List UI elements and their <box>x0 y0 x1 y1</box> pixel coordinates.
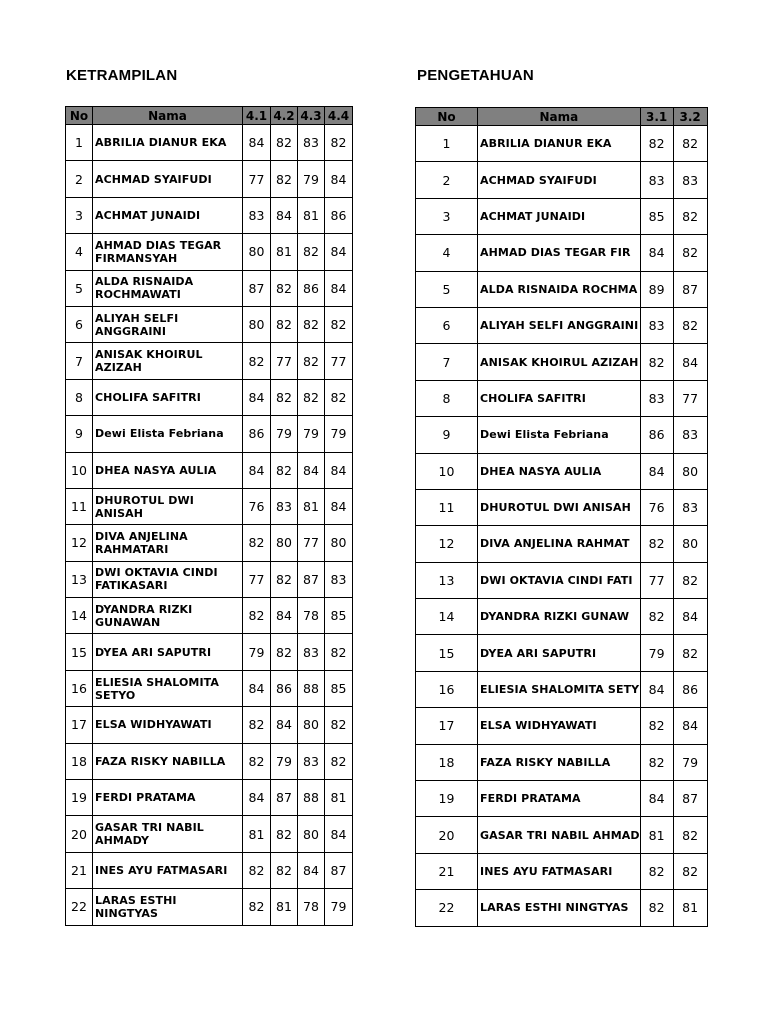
score-cell: 82 <box>325 379 353 415</box>
student-name: LARAS ESTHI NINGTYAS <box>93 889 243 925</box>
student-name: FAZA RISKY NABILLA <box>93 743 243 779</box>
score-cell: 82 <box>271 561 298 597</box>
student-name: Dewi Elista Febriana <box>93 416 243 452</box>
row-number: 21 <box>416 853 478 889</box>
column-header: 4.2 <box>271 107 298 125</box>
table-row <box>416 890 708 926</box>
table-row <box>416 744 708 780</box>
student-name: DIVA ANJELINA RAHMATARI <box>93 525 243 561</box>
score-cell: 82 <box>243 525 271 561</box>
column-header: 4.3 <box>298 107 325 125</box>
score-cell: 84 <box>243 125 271 161</box>
table-row <box>66 416 353 452</box>
student-name: DHUROTUL DWI ANISAH <box>478 489 641 525</box>
student-name: ABRILIA DIANUR EKA <box>478 126 641 162</box>
column-header: No <box>416 108 478 126</box>
score-cell: 86 <box>640 417 673 453</box>
table-row <box>416 708 708 744</box>
score-cell: 80 <box>673 526 707 562</box>
score-cell: 82 <box>640 126 673 162</box>
score-cell: 84 <box>325 161 353 197</box>
score-cell: 82 <box>271 379 298 415</box>
student-name: FERDI PRATAMA <box>93 780 243 816</box>
score-cell: 84 <box>640 671 673 707</box>
row-number: 5 <box>416 271 478 307</box>
row-number: 17 <box>416 708 478 744</box>
score-cell: 82 <box>271 452 298 488</box>
row-number: 8 <box>66 379 93 415</box>
row-number: 1 <box>66 125 93 161</box>
table-row <box>66 343 353 379</box>
row-number: 4 <box>66 234 93 270</box>
row-number: 9 <box>416 417 478 453</box>
row-number: 14 <box>416 599 478 635</box>
row-number: 15 <box>66 634 93 670</box>
score-cell: 82 <box>640 744 673 780</box>
score-cell: 82 <box>640 599 673 635</box>
row-number: 19 <box>416 781 478 817</box>
row-number: 8 <box>416 380 478 416</box>
table-row <box>66 125 353 161</box>
score-cell: 82 <box>271 306 298 342</box>
score-cell: 82 <box>673 853 707 889</box>
table-row <box>66 197 353 233</box>
score-cell: 84 <box>325 488 353 524</box>
score-cell: 84 <box>640 453 673 489</box>
row-number: 12 <box>66 525 93 561</box>
row-number: 6 <box>416 307 478 343</box>
score-cell: 76 <box>640 489 673 525</box>
score-cell: 82 <box>271 161 298 197</box>
table-row <box>66 525 353 561</box>
score-cell: 83 <box>298 125 325 161</box>
score-cell: 87 <box>271 780 298 816</box>
score-cell: 87 <box>673 271 707 307</box>
table-row <box>416 635 708 671</box>
score-cell: 88 <box>298 670 325 706</box>
table-row <box>416 562 708 598</box>
pengetahuan-table <box>415 107 708 927</box>
student-name: DYEA ARI SAPUTRI <box>93 634 243 670</box>
student-name: DHUROTUL DWI ANISAH <box>93 488 243 524</box>
table-row <box>66 816 353 852</box>
row-number: 12 <box>416 526 478 562</box>
student-name: ELIESIA SHALOMITA SETY <box>478 671 641 707</box>
score-cell: 82 <box>243 343 271 379</box>
student-name: LARAS ESTHI NINGTYAS <box>478 890 641 926</box>
score-cell: 84 <box>271 707 298 743</box>
score-cell: 82 <box>243 889 271 925</box>
table-row <box>66 561 353 597</box>
table-row <box>416 344 708 380</box>
score-cell: 87 <box>325 852 353 888</box>
score-cell: 85 <box>640 198 673 234</box>
student-name: DYEA ARI SAPUTRI <box>478 635 641 671</box>
score-cell: 82 <box>271 816 298 852</box>
score-cell: 84 <box>673 708 707 744</box>
score-cell: 79 <box>640 635 673 671</box>
score-cell: 79 <box>325 889 353 925</box>
student-name: AHMAD DIAS TEGAR FIRMANSYAH <box>93 234 243 270</box>
student-name: INES AYU FATMASARI <box>478 853 641 889</box>
table-row <box>416 162 708 198</box>
score-cell: 79 <box>673 744 707 780</box>
row-number: 15 <box>416 635 478 671</box>
table-row <box>416 235 708 271</box>
table-row <box>66 598 353 634</box>
score-cell: 80 <box>243 234 271 270</box>
score-cell: 84 <box>243 379 271 415</box>
score-cell: 79 <box>271 743 298 779</box>
score-cell: 84 <box>640 235 673 271</box>
score-cell: 82 <box>243 743 271 779</box>
score-cell: 77 <box>271 343 298 379</box>
score-cell: 84 <box>271 197 298 233</box>
score-cell: 82 <box>243 598 271 634</box>
score-cell: 82 <box>640 344 673 380</box>
student-name: ALIYAH SELFI ANGGRAINI <box>93 306 243 342</box>
row-number: 14 <box>66 598 93 634</box>
row-number: 2 <box>416 162 478 198</box>
score-cell: 79 <box>271 416 298 452</box>
pengetahuan-table-body <box>416 126 708 927</box>
score-cell: 82 <box>243 852 271 888</box>
student-name: ANISAK KHOIRUL AZIZAH <box>478 344 641 380</box>
score-cell: 86 <box>271 670 298 706</box>
student-name: INES AYU FATMASARI <box>93 852 243 888</box>
score-cell: 86 <box>298 270 325 306</box>
row-number: 18 <box>416 744 478 780</box>
score-cell: 82 <box>298 379 325 415</box>
student-name: FERDI PRATAMA <box>478 781 641 817</box>
row-number: 17 <box>66 707 93 743</box>
table-row <box>66 379 353 415</box>
student-name: DIVA ANJELINA RAHMAT <box>478 526 641 562</box>
row-number: 10 <box>66 452 93 488</box>
student-name: DHEA NASYA AULIA <box>93 452 243 488</box>
score-cell: 87 <box>243 270 271 306</box>
score-cell: 83 <box>673 417 707 453</box>
table-row <box>66 634 353 670</box>
table-row <box>416 453 708 489</box>
row-number: 3 <box>416 198 478 234</box>
score-cell: 82 <box>673 562 707 598</box>
student-name: DYANDRA RIZKI GUNAW <box>478 599 641 635</box>
score-cell: 84 <box>243 452 271 488</box>
column-header: No <box>66 107 93 125</box>
student-name: DYANDRA RIZKI GUNAWAN <box>93 598 243 634</box>
score-cell: 82 <box>673 198 707 234</box>
table-row <box>416 817 708 853</box>
table-row <box>66 270 353 306</box>
table-row <box>66 743 353 779</box>
column-header: Nama <box>93 107 243 125</box>
score-cell: 79 <box>298 416 325 452</box>
score-cell: 80 <box>243 306 271 342</box>
row-number: 11 <box>416 489 478 525</box>
row-number: 16 <box>66 670 93 706</box>
score-cell: 84 <box>243 670 271 706</box>
score-cell: 89 <box>640 271 673 307</box>
score-cell: 80 <box>673 453 707 489</box>
table-row <box>416 126 708 162</box>
score-cell: 82 <box>298 306 325 342</box>
score-cell: 82 <box>271 634 298 670</box>
student-name: ACHMAT JUNAIDI <box>93 197 243 233</box>
table-row <box>66 670 353 706</box>
score-cell: 81 <box>325 780 353 816</box>
student-name: FAZA RISKY NABILLA <box>478 744 641 780</box>
score-cell: 84 <box>298 452 325 488</box>
table-row <box>416 307 708 343</box>
table-row <box>66 889 353 925</box>
score-cell: 82 <box>673 235 707 271</box>
row-number: 3 <box>66 197 93 233</box>
table-row <box>66 852 353 888</box>
score-cell: 81 <box>673 890 707 926</box>
table-row <box>66 780 353 816</box>
row-number: 21 <box>66 852 93 888</box>
score-cell: 84 <box>673 344 707 380</box>
column-header: 4.1 <box>243 107 271 125</box>
score-cell: 88 <box>298 780 325 816</box>
student-name: ALDA RISNAIDA ROCHMAWATI <box>93 270 243 306</box>
student-name: ACHMAT JUNAIDI <box>478 198 641 234</box>
student-name: GASAR TRI NABIL AHMAD <box>478 817 641 853</box>
score-cell: 81 <box>298 197 325 233</box>
row-number: 20 <box>66 816 93 852</box>
row-number: 22 <box>66 889 93 925</box>
ketrampilan-table-body <box>66 125 353 926</box>
score-cell: 82 <box>673 817 707 853</box>
table-row <box>66 488 353 524</box>
student-name: ELSA WIDHYAWATI <box>478 708 641 744</box>
row-number: 20 <box>416 817 478 853</box>
score-cell: 83 <box>271 488 298 524</box>
table-row <box>416 599 708 635</box>
student-name: Dewi Elista Febriana <box>478 417 641 453</box>
score-cell: 79 <box>298 161 325 197</box>
score-cell: 79 <box>243 634 271 670</box>
score-cell: 76 <box>243 488 271 524</box>
score-cell: 82 <box>673 635 707 671</box>
student-name: ELSA WIDHYAWATI <box>93 707 243 743</box>
score-cell: 77 <box>298 525 325 561</box>
score-cell: 83 <box>298 634 325 670</box>
student-name: GASAR TRI NABIL AHMADY <box>93 816 243 852</box>
score-cell: 80 <box>325 525 353 561</box>
column-header: Nama <box>478 108 641 126</box>
score-cell: 83 <box>640 307 673 343</box>
pengetahuan-title: PENGETAHUAN <box>417 67 534 84</box>
row-number: 2 <box>66 161 93 197</box>
score-cell: 84 <box>271 598 298 634</box>
score-cell: 77 <box>325 343 353 379</box>
student-name: DWI OKTAVIA CINDI FATI <box>478 562 641 598</box>
table-row <box>416 417 708 453</box>
row-number: 5 <box>66 270 93 306</box>
student-name: ANISAK KHOIRUL AZIZAH <box>93 343 243 379</box>
score-cell: 83 <box>673 162 707 198</box>
row-number: 13 <box>66 561 93 597</box>
ketrampilan-table <box>65 106 353 926</box>
score-cell: 77 <box>673 380 707 416</box>
score-cell: 84 <box>673 599 707 635</box>
student-name: CHOLIFA SAFITRI <box>93 379 243 415</box>
score-cell: 86 <box>325 197 353 233</box>
score-cell: 86 <box>673 671 707 707</box>
student-name: CHOLIFA SAFITRI <box>478 380 641 416</box>
header-row <box>66 107 353 125</box>
score-cell: 82 <box>673 307 707 343</box>
score-cell: 80 <box>271 525 298 561</box>
score-cell: 82 <box>271 125 298 161</box>
table-row <box>416 526 708 562</box>
table-row <box>416 671 708 707</box>
column-header: 4.4 <box>325 107 353 125</box>
student-name: ALIYAH SELFI ANGGRAINI <box>478 307 641 343</box>
score-cell: 84 <box>298 852 325 888</box>
score-cell: 82 <box>325 306 353 342</box>
row-number: 11 <box>66 488 93 524</box>
score-cell: 83 <box>325 561 353 597</box>
score-cell: 84 <box>325 452 353 488</box>
table-row <box>66 306 353 342</box>
student-name: ALDA RISNAIDA ROCHMA <box>478 271 641 307</box>
student-name: ABRILIA DIANUR EKA <box>93 125 243 161</box>
row-number: 7 <box>66 343 93 379</box>
table-row <box>416 380 708 416</box>
score-cell: 82 <box>640 526 673 562</box>
score-cell: 84 <box>325 270 353 306</box>
table-row <box>416 853 708 889</box>
score-cell: 78 <box>298 598 325 634</box>
score-cell: 84 <box>640 781 673 817</box>
score-cell: 82 <box>325 707 353 743</box>
score-cell: 77 <box>640 562 673 598</box>
student-name: ACHMAD SYAIFUDI <box>478 162 641 198</box>
column-header: 3.1 <box>640 108 673 126</box>
score-cell: 83 <box>298 743 325 779</box>
score-cell: 82 <box>271 270 298 306</box>
row-number: 22 <box>416 890 478 926</box>
score-cell: 82 <box>673 126 707 162</box>
row-number: 1 <box>416 126 478 162</box>
student-name: DWI OKTAVIA CINDI FATIKASARI <box>93 561 243 597</box>
score-cell: 79 <box>325 416 353 452</box>
score-cell: 85 <box>325 598 353 634</box>
score-cell: 82 <box>640 708 673 744</box>
row-number: 9 <box>66 416 93 452</box>
table-row <box>66 707 353 743</box>
score-cell: 82 <box>640 853 673 889</box>
row-number: 6 <box>66 306 93 342</box>
table-row <box>416 489 708 525</box>
score-cell: 82 <box>640 890 673 926</box>
score-cell: 82 <box>271 852 298 888</box>
header-row <box>416 108 708 126</box>
score-cell: 86 <box>243 416 271 452</box>
row-number: 7 <box>416 344 478 380</box>
score-cell: 83 <box>640 380 673 416</box>
row-number: 18 <box>66 743 93 779</box>
score-cell: 81 <box>271 234 298 270</box>
student-name: ELIESIA SHALOMITA SETYO <box>93 670 243 706</box>
score-cell: 81 <box>640 817 673 853</box>
student-name: AHMAD DIAS TEGAR FIR <box>478 235 641 271</box>
ketrampilan-title: KETRAMPILAN <box>66 67 178 84</box>
table-row <box>416 781 708 817</box>
score-cell: 83 <box>640 162 673 198</box>
score-cell: 87 <box>298 561 325 597</box>
score-cell: 82 <box>298 343 325 379</box>
row-number: 19 <box>66 780 93 816</box>
table-row <box>66 161 353 197</box>
row-number: 10 <box>416 453 478 489</box>
score-cell: 82 <box>325 634 353 670</box>
score-cell: 85 <box>325 670 353 706</box>
score-cell: 82 <box>243 707 271 743</box>
score-cell: 82 <box>298 234 325 270</box>
score-cell: 84 <box>325 234 353 270</box>
score-cell: 81 <box>271 889 298 925</box>
score-cell: 77 <box>243 561 271 597</box>
score-cell: 87 <box>673 781 707 817</box>
table-row <box>66 234 353 270</box>
score-cell: 83 <box>243 197 271 233</box>
score-cell: 81 <box>298 488 325 524</box>
score-cell: 77 <box>243 161 271 197</box>
student-name: DHEA NASYA AULIA <box>478 453 641 489</box>
table-row <box>416 198 708 234</box>
row-number: 16 <box>416 671 478 707</box>
score-cell: 84 <box>243 780 271 816</box>
score-cell: 80 <box>298 816 325 852</box>
score-cell: 82 <box>325 743 353 779</box>
score-cell: 82 <box>325 125 353 161</box>
row-number: 4 <box>416 235 478 271</box>
student-name: ACHMAD SYAIFUDI <box>93 161 243 197</box>
score-cell: 84 <box>325 816 353 852</box>
row-number: 13 <box>416 562 478 598</box>
table-row <box>416 271 708 307</box>
score-cell: 78 <box>298 889 325 925</box>
score-cell: 81 <box>243 816 271 852</box>
score-cell: 80 <box>298 707 325 743</box>
table-row <box>66 452 353 488</box>
column-header: 3.2 <box>673 108 707 126</box>
score-cell: 83 <box>673 489 707 525</box>
